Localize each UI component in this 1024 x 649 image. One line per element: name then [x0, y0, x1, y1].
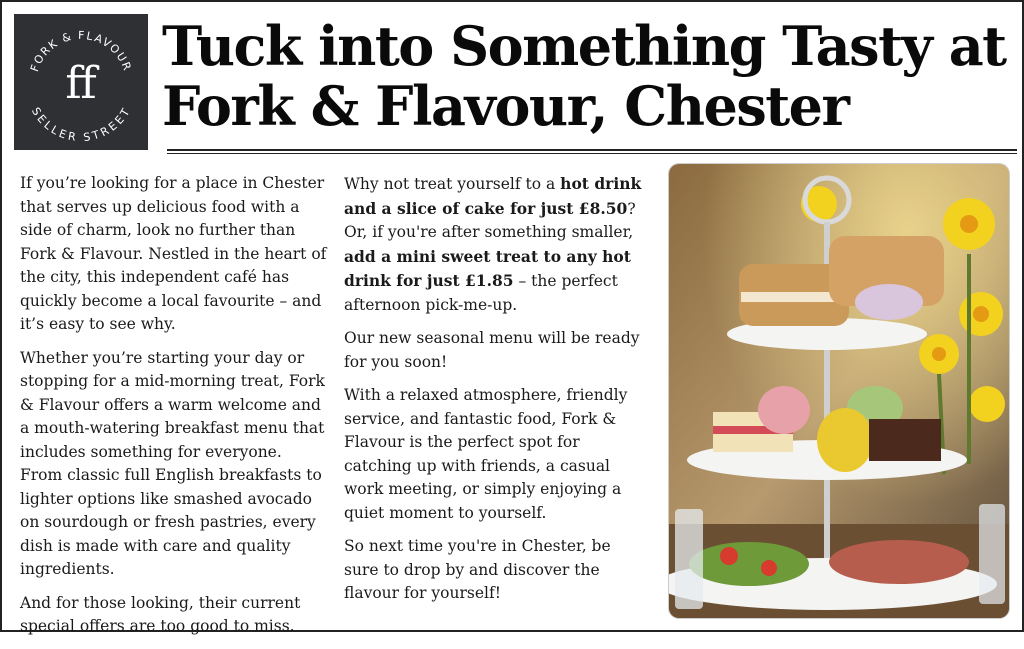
headline-divider	[167, 149, 1017, 154]
offer-cake-deal: hot drink and a slice of cake for just £8.50	[344, 174, 642, 218]
paragraph-closing: So next time you're in Chester, be sure to drop by and discover the flavour for yourself!	[344, 537, 611, 602]
afternoon-tea-photo	[669, 164, 1009, 618]
paragraph-intro: If you’re looking for a place in Chester that serves up delicious food with a side of charm, look no further than Fork & Flavour. Nestled in the heart of the city, this independent café has quickly become a local favourite – and it’s easy to see why.	[20, 174, 327, 333]
paragraph-atmosphere: With a relaxed atmosphere, friendly service, and fantastic food, Fork & Flavour is the perfect spot for catching up with friends, a casual work meeting, or simply enjoying a quiet moment to yourself.	[344, 386, 628, 522]
fork-flavour-logo	[14, 14, 148, 150]
afternoon-tea-stand-icon	[669, 164, 1009, 618]
logo-text-top: FORK & FLAVOUR	[27, 28, 135, 74]
logo-text-bottom: SELLER STREET	[28, 105, 134, 145]
article-headline: Tuck into Something Tasty at Fork & Flavour, Chester	[162, 14, 1006, 138]
paragraph-offers-lead: And for those looking, their current special offers are too good to miss.	[20, 593, 301, 635]
paragraph-seasonal-menu: Our new seasonal menu will be ready for you soon!	[344, 329, 640, 371]
offer-text-c: ? Or, if you're after something smaller,	[344, 199, 636, 241]
logo-icon	[14, 14, 148, 150]
svg-text:SELLER STREET	[29, 105, 133, 144]
article-column-2	[344, 172, 650, 616]
offer-mini-treat: add a mini sweet treat to any hot drink for just £1.85	[344, 246, 631, 290]
article-column-1	[20, 172, 328, 649]
offer-text-e: – the perfect afternoon pick-me-up.	[344, 272, 618, 314]
offer-text-a: Why not treat yourself to a	[344, 175, 561, 193]
paragraph-offers	[344, 172, 650, 317]
paragraph-breakfast: Whether you’re starting your day or stopping for a mid-morning treat, Fork & Flavour offers a warm welcome and a mouth-watering breakfast menu that includes something for everyone. From classic full English breakfasts to lighter options like smashed avocado on sourdough or fresh pastries, every dish is made with care and quality ingredients.	[20, 348, 325, 578]
logo-monogram: ff	[65, 58, 97, 109]
